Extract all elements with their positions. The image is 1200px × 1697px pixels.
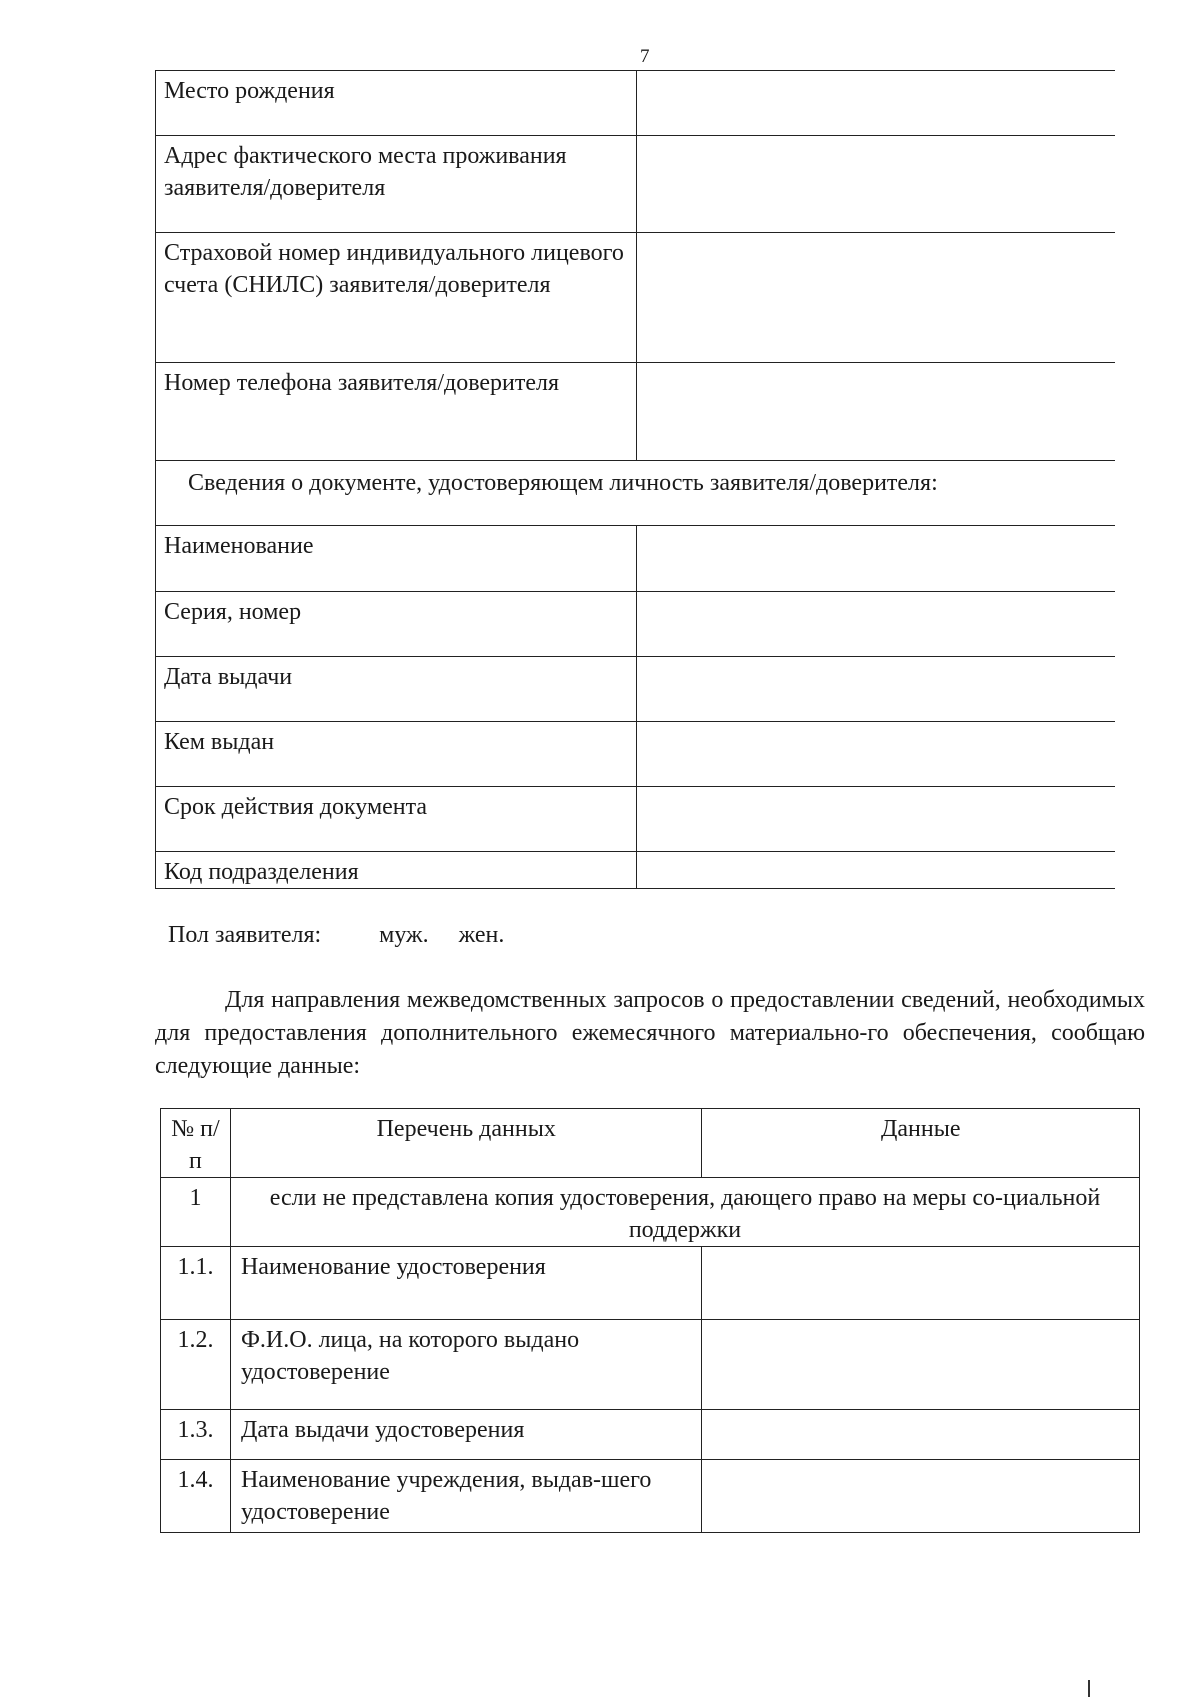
field-label-series-number: Серия, номер bbox=[156, 592, 637, 657]
group-row-num: 1 bbox=[161, 1178, 231, 1247]
header-num: № п/п bbox=[161, 1109, 231, 1178]
page-number: 7 bbox=[640, 46, 650, 67]
table-row bbox=[156, 526, 1116, 592]
table-row bbox=[156, 461, 1116, 526]
field-value-validity[interactable] bbox=[636, 787, 1115, 852]
table-row bbox=[156, 722, 1116, 787]
field-value-doc-name[interactable] bbox=[636, 526, 1115, 592]
table-row bbox=[156, 71, 1116, 136]
row-value[interactable] bbox=[702, 1460, 1140, 1533]
field-value-phone[interactable] bbox=[636, 363, 1115, 461]
row-value[interactable] bbox=[702, 1247, 1140, 1320]
field-label-subdivision-code: Код подразделения bbox=[156, 852, 637, 889]
field-value-address[interactable] bbox=[636, 136, 1115, 233]
row-num: 1.3. bbox=[161, 1410, 231, 1460]
table-row bbox=[156, 657, 1116, 722]
sex-option-female[interactable]: жен. bbox=[458, 922, 505, 948]
field-label-phone: Номер телефона заявителя/доверителя bbox=[156, 363, 637, 461]
header-list: Перечень данных bbox=[230, 1109, 702, 1178]
table-row bbox=[156, 233, 1116, 363]
row-label: Дата выдачи удостоверения bbox=[230, 1410, 702, 1460]
applicant-sex-line bbox=[168, 922, 504, 949]
table-row bbox=[156, 136, 1116, 233]
field-label-issued-by: Кем выдан bbox=[156, 722, 637, 787]
table-row bbox=[156, 787, 1116, 852]
field-label-issue-date: Дата выдачи bbox=[156, 657, 637, 722]
field-value-subdivision-code[interactable] bbox=[636, 852, 1115, 889]
field-value-series-number[interactable] bbox=[636, 592, 1115, 657]
table-row bbox=[161, 1178, 1140, 1247]
sex-option-male[interactable]: муж. bbox=[379, 922, 429, 948]
table-row bbox=[156, 852, 1116, 889]
table-row bbox=[156, 363, 1116, 461]
row-label: Наименование удостоверения bbox=[230, 1247, 702, 1320]
group-row-text: если не представлена копия удостоверения, дающего право на меры со-циальной поддержки bbox=[230, 1178, 1139, 1247]
row-num: 1.1. bbox=[161, 1247, 231, 1320]
table-row bbox=[156, 592, 1116, 657]
table-row bbox=[161, 1320, 1140, 1410]
table-row bbox=[161, 1247, 1140, 1320]
applicant-info-table bbox=[155, 70, 1115, 889]
scan-edge-mark bbox=[1088, 1680, 1090, 1697]
field-value-issue-date[interactable] bbox=[636, 657, 1115, 722]
row-value[interactable] bbox=[702, 1320, 1140, 1410]
field-label-birthplace: Место рождения bbox=[156, 71, 637, 136]
field-value-issued-by[interactable] bbox=[636, 722, 1115, 787]
row-label: Наименование учреждения, выдав-шего удостоверение bbox=[230, 1460, 702, 1533]
row-label: Ф.И.О. лица, на которого выдано удостоверение bbox=[230, 1320, 702, 1410]
field-label-doc-name: Наименование bbox=[156, 526, 637, 592]
field-label-address: Адрес фактического места проживания заявителя/доверителя bbox=[156, 136, 637, 233]
section-title-identity-document: Сведения о документе, удостоверяющем личность заявителя/доверителя: bbox=[156, 461, 1116, 526]
intro-paragraph-text: Для направления межведомственных запросов о предоставлении сведений, необходимых для предоставления дополнительного ежемесячного материально-го обеспечения, сообщаю следующие данные: bbox=[155, 987, 1145, 1079]
table-header-row bbox=[161, 1109, 1140, 1178]
field-label-validity: Срок действия документа bbox=[156, 787, 637, 852]
field-value-birthplace[interactable] bbox=[636, 71, 1115, 136]
row-num: 1.2. bbox=[161, 1320, 231, 1410]
table-row bbox=[161, 1460, 1140, 1533]
data-table bbox=[160, 1108, 1140, 1533]
field-label-snils: Страховой номер индивидуального лицевого счета (СНИЛС) заявителя/доверителя bbox=[156, 233, 637, 363]
sex-label: Пол заявителя: bbox=[168, 922, 322, 948]
header-data: Данные bbox=[702, 1109, 1140, 1178]
row-value[interactable] bbox=[702, 1410, 1140, 1460]
table-row bbox=[161, 1410, 1140, 1460]
intro-paragraph bbox=[155, 984, 1145, 1083]
field-value-snils[interactable] bbox=[636, 233, 1115, 363]
row-num: 1.4. bbox=[161, 1460, 231, 1533]
